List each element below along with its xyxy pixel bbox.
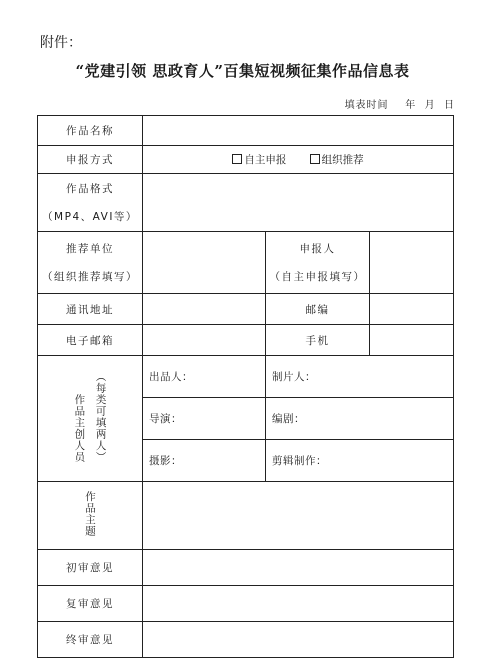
postcode-field[interactable] — [370, 294, 454, 325]
address-label: 通讯地址 — [38, 294, 143, 325]
recommend-unit-label: 推荐单位 — [66, 242, 114, 255]
row-email-phone — [38, 325, 454, 356]
work-format-label-cell — [38, 174, 143, 232]
first-review-label: 初审意见 — [38, 550, 143, 586]
theme-label-cell — [38, 482, 143, 550]
declarer-label-cell — [266, 232, 370, 294]
final-review-field[interactable] — [143, 622, 454, 658]
screenwriter-field[interactable] — [266, 398, 454, 440]
production-manager-field[interactable] — [266, 356, 454, 398]
postcode-label: 邮编 — [266, 294, 370, 325]
phone-label: 手机 — [266, 325, 370, 356]
recommend-unit-field[interactable] — [143, 232, 266, 294]
declarer-note: （自主申报填写） — [269, 270, 366, 283]
row-theme — [38, 482, 454, 550]
editing-label: 剪辑制作： — [272, 455, 327, 467]
page-title: “党建引领 思政育人”百集短视频征集作品信息表 — [75, 62, 410, 80]
theme-label: 作品主题 — [84, 491, 96, 537]
row-final-review — [38, 622, 454, 658]
theme-field[interactable] — [143, 482, 454, 550]
option-org-label: 组织推荐 — [321, 154, 364, 166]
production-manager-label: 制片人： — [272, 371, 316, 383]
declarer-label: 申报人 — [299, 242, 336, 255]
recommend-unit-label-cell — [38, 232, 143, 294]
attachment-label: 附件： — [40, 35, 82, 51]
row-declare-method — [38, 146, 454, 174]
phone-field[interactable] — [370, 325, 454, 356]
checkbox-org-recommend[interactable] — [310, 154, 320, 164]
fill-date: 填表时间 年 月 日 — [344, 100, 455, 111]
row-first-review — [38, 550, 454, 586]
declarer-field[interactable] — [370, 232, 454, 294]
work-name-field[interactable] — [143, 116, 454, 146]
final-review-label: 终审意见 — [38, 622, 143, 658]
creators-label: 作品主创人员 — [73, 394, 86, 463]
declare-method-options — [143, 146, 454, 174]
work-format-field[interactable] — [143, 174, 454, 232]
editing-field[interactable] — [266, 440, 454, 482]
option-self-declare[interactable] — [232, 154, 289, 166]
row-second-review — [38, 586, 454, 622]
info-form-table — [37, 115, 454, 658]
director-field[interactable] — [143, 398, 266, 440]
row-work-name — [38, 116, 454, 146]
email-label: 电子邮箱 — [38, 325, 143, 356]
row-address-postcode — [38, 294, 454, 325]
work-format-label: 作品格式 — [66, 182, 114, 195]
work-name-label: 作品名称 — [38, 116, 143, 146]
row-creators-1 — [38, 356, 454, 398]
email-field[interactable] — [143, 325, 266, 356]
option-self-label: 自主申报 — [244, 154, 287, 166]
photography-label: 摄影： — [149, 455, 182, 467]
producer-label: 出品人： — [149, 371, 193, 383]
director-label: 导演： — [149, 413, 182, 425]
first-review-field[interactable] — [143, 550, 454, 586]
second-review-field[interactable] — [143, 586, 454, 622]
screenwriter-label: 编剧： — [272, 413, 305, 425]
option-org-recommend[interactable] — [310, 154, 364, 166]
creators-note: （每类可填两人） — [94, 371, 107, 463]
work-format-note: （MP4、AVI等） — [42, 210, 138, 223]
row-work-format — [38, 174, 454, 232]
creators-label-cell — [38, 356, 143, 482]
row-recommend-declarer — [38, 232, 454, 294]
address-field[interactable] — [143, 294, 266, 325]
photography-field[interactable] — [143, 440, 266, 482]
second-review-label: 复审意见 — [38, 586, 143, 622]
producer-field[interactable] — [143, 356, 266, 398]
checkbox-self-declare[interactable] — [232, 154, 242, 164]
recommend-unit-note: （组织推荐填写） — [42, 270, 138, 283]
declare-method-label: 申报方式 — [38, 146, 143, 174]
